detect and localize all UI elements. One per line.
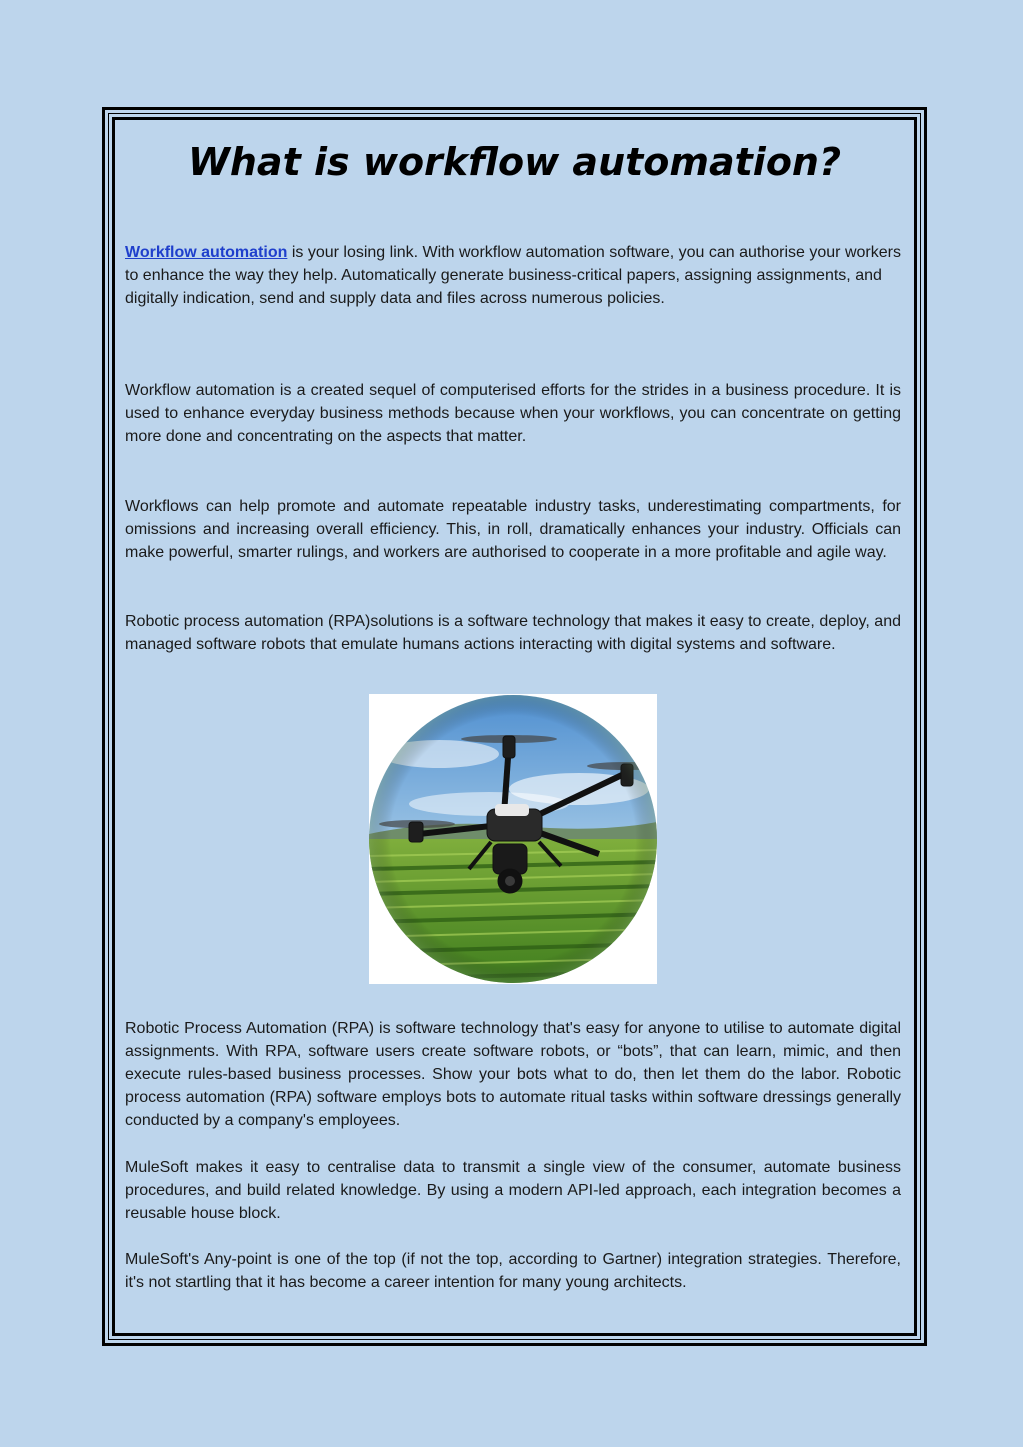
paragraph-rpa-definition-text: Robotic Process Automation (RPA) is software technology that's easy for anyone to utilise to automate digital assignments. With RPA, software users create software robots, or “bots”, that can learn, mimic, and then execute rules-based business processes. Show your bots what to do, then let them do the labor. Robotic process automation (RPA) software employs bots to automate ritual tasks within software dressings generally conducted by a company's employees. — [125, 1020, 901, 1129]
paragraph-definition — [125, 379, 901, 448]
paragraph-rpa-solutions-text: Robotic process automation (RPA)solutions is a software technology that makes it easy to create, deploy, and managed software robots that emulate humans actions interacting with digital systems and software. — [125, 613, 901, 653]
paragraph-anypoint — [125, 1248, 901, 1294]
paragraph-rpa-definition — [125, 1017, 901, 1132]
paragraph-definition-text: Workflow automation is a created sequel of computerised efforts for the strides in a business procedure. It is used to enhance everyday business methods because when your workflows, you can concentrate on getting more done and concentrating on the aspects that matter. — [125, 382, 901, 445]
paragraph-intro — [125, 241, 901, 310]
page-border-middle — [108, 113, 921, 1340]
page-border-outer — [102, 107, 927, 1346]
paragraph-benefits-text: Workflows can help promote and automate repeatable industry tasks, underestimating compartments, for omissions and increasing overall efficiency. This, in roll, dramatically enhances your industry. Officials can make powerful, smarter rulings, and workers are authorised to cooperate in a more profitable and agile way. — [125, 498, 901, 561]
paragraph-intro-text: is your losing link. With workflow automation software, you can authorise your workers to enhance the way they help. Automatically generate business-critical papers, assigning assignments, and digitally indication, send and supply data and files across numerous policies. — [125, 244, 901, 307]
page-border-inner — [112, 117, 917, 1336]
paragraph-mulesoft-text: MuleSoft makes it easy to centralise data to transmit a single view of the consumer, automate business procedures, and build related knowledge. By using a modern API-led approach, each integration becomes a reusable house block. — [125, 1159, 901, 1222]
paragraph-mulesoft — [125, 1156, 901, 1225]
page-title: What is workflow automation? — [187, 140, 842, 184]
paragraph-rpa-solutions — [125, 610, 901, 656]
paragraph-benefits — [125, 495, 901, 564]
drone-field-image — [369, 694, 657, 984]
paragraph-anypoint-text: MuleSoft's Any-point is one of the top (if not the top, according to Gartner) integration strategies. Therefore, it's not startling that it has become a career intention for many young architects. — [125, 1251, 901, 1291]
workflow-automation-link[interactable]: Workflow automation — [125, 244, 288, 261]
drone-illustration — [369, 694, 657, 984]
